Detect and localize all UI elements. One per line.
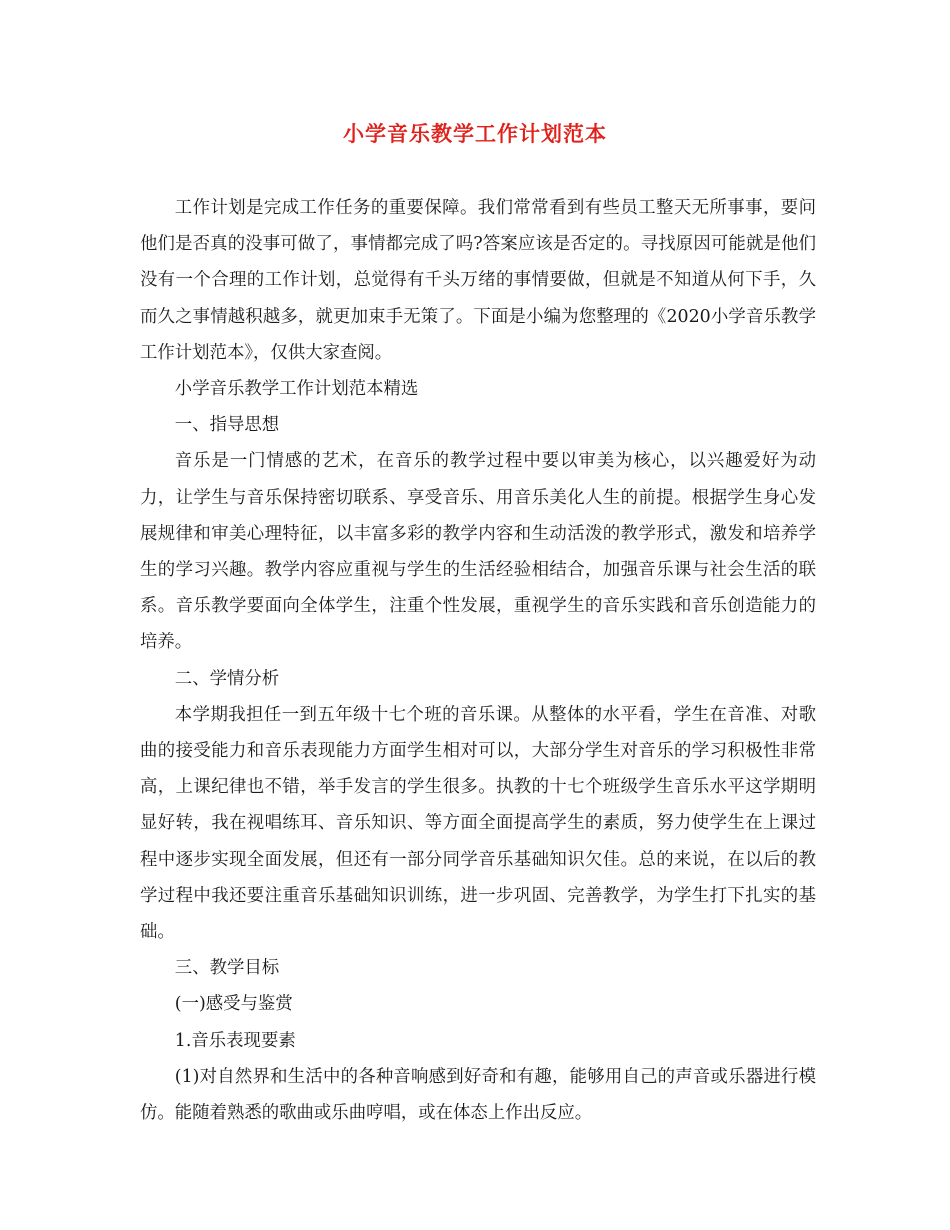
section-heading-teaching-goals: 三、教学目标 — [174, 958, 280, 979]
intro-paragraph: 工作计划是完成工作任务的重要保障。我们常常看到有些员工整天无所事事，要问他们是否真的没事可做了，事情都完成了吗?答案应该是否定的。寻找原因可能就是他们没有一个合理的工作计划，总觉得有千头万绪的事情要做，但就是不知道从何下手，久而久之事情越积越多，就更加束手无策了。下面是小编为您整理的《2020小学音乐教学工作计划范本》，仅供大家查阅。 — [140, 198, 816, 363]
student-analysis-paragraph: 本学期我担任一到五年级十七个班的音乐课。从整体的水平看，学生在音准、对歌曲的接受能力和音乐表现能力方面学生相对可以，大部分学生对音乐的学习积极性非常高，上课纪律也不错，举手发言的学生很多。执教的十七个班级学生音乐水平这学期明显好转，我在视唱练耳、音乐知识、等方面全面提高学生的素质，努力使学生在上课过程中逐步实现全面发展，但还有一部分同学音乐基础知识欠佳。总的来说，在以后的教学过程中我还要注重音乐基础知识训练，进一步巩固、完善教学，为学生打下扎实的基础。 — [140, 704, 816, 943]
section-heading-guiding-ideology: 一、指导思想 — [174, 415, 280, 436]
elements-paragraph: (1)对自然界和生活中的各种音响感到好奇和有趣，能够用自己的声音或乐器进行模仿。能随着熟悉的歌曲或乐曲哼唱，或在体态上作出反应。 — [140, 1066, 816, 1124]
document-body — [140, 190, 816, 1131]
subsection-heading-appreciation: (一)感受与鉴赏 — [174, 994, 293, 1015]
subsection-heading-elements: 1.音乐表现要素 — [174, 1030, 296, 1051]
section-heading-student-analysis: 二、学情分析 — [174, 668, 280, 689]
guiding-ideology-paragraph: 音乐是一门情感的艺术，在音乐的教学过程中要以审美为核心，以兴趣爱好为动力，让学生与音乐保持密切联系、享受音乐、用音乐美化人生的前提。根据学生身心发展规律和审美心理特征，以丰富多彩的教学内容和生动活泼的教学形式，激发和培养学生的学习兴趣。教学内容应重视与学生的生活经验相结合，加强音乐课与社会生活的联系。音乐教学要面向全体学生，注重个性发展，重视学生的音乐实践和音乐创造能力的培养。 — [140, 451, 816, 653]
section-heading-selection: 小学音乐教学工作计划范本精选 — [174, 379, 419, 400]
document-title: 小学音乐教学工作计划范本 — [343, 121, 607, 146]
